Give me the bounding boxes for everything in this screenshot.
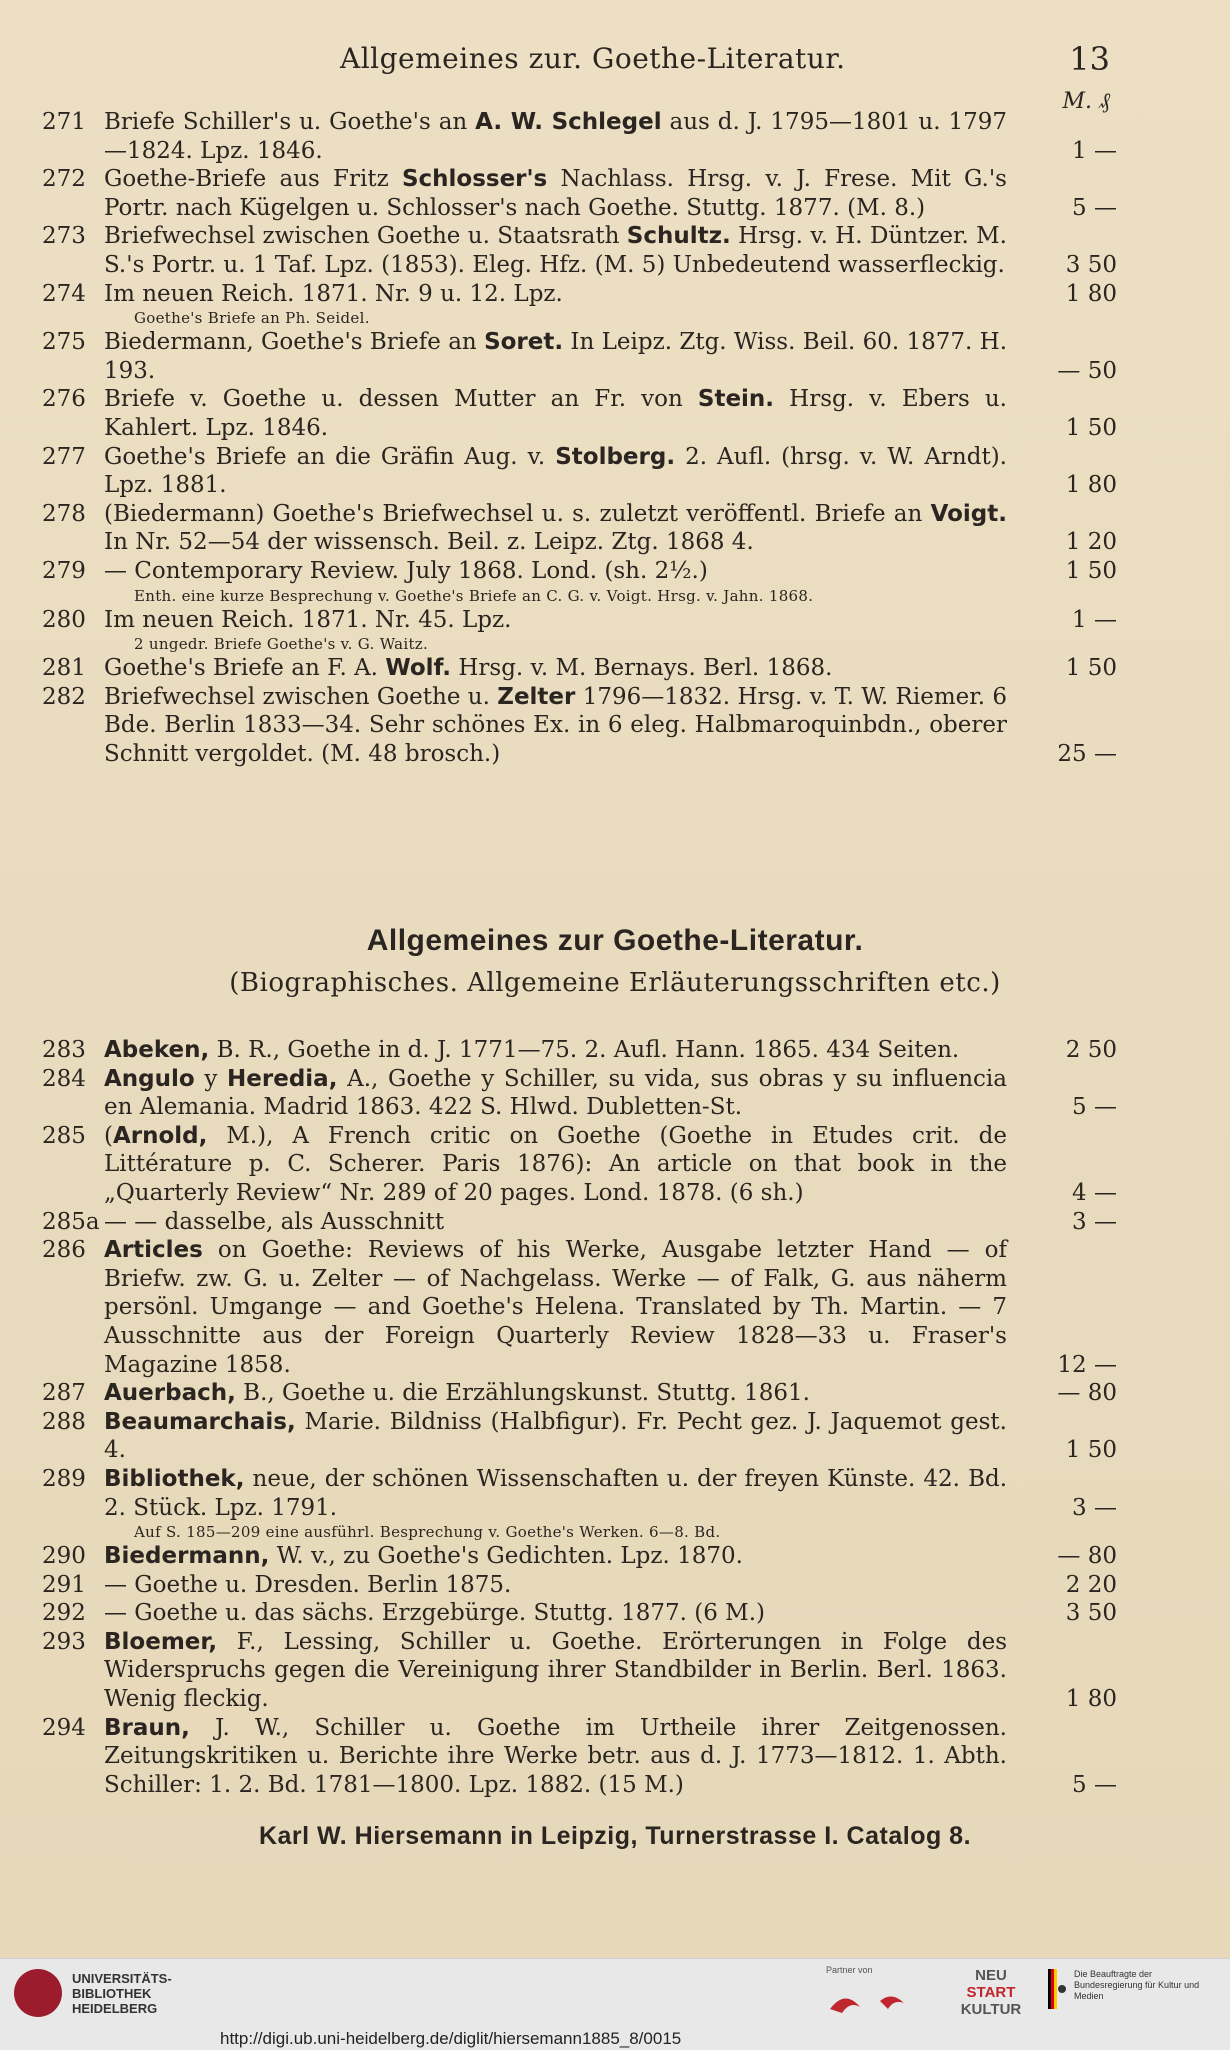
ddb-logo-icon[interactable] bbox=[820, 1979, 930, 2029]
entry-text: Briefe Schiller's u. Goethe's an A. W. Schlegel aus d. J. 1795—1801 u. 1797—1824. Lpz. 1846. bbox=[104, 109, 1007, 164]
catalog-entry bbox=[42, 443, 1117, 500]
catalog-entry bbox=[42, 683, 1117, 769]
entry-note: Auf S. 185—209 eine ausführl. Besprechung v. Goethe's Werken. 6—8. Bd. bbox=[134, 1523, 721, 1542]
permalink-url[interactable]: http://digi.ub.uni-heidelberg.de/diglit/hiersemann1885_8/0015 bbox=[220, 2029, 682, 2048]
neustart-kultur-logo[interactable] bbox=[960, 1967, 1022, 2018]
entry-number: 272 bbox=[42, 166, 86, 193]
entry-text: Briefwechsel zwischen Goethe u. Zelter 1796—1832. Hrsg. v. T. W. Riemer. 6 Bde. Berlin 1833—34. Sehr schönes Ex. in 6 eleg. Halbmaroquinbdn., oberer Schnitt vergoldet. (M. 48 brosch.) bbox=[104, 683, 1008, 767]
neustart-word-1: NEU bbox=[975, 1967, 1007, 1984]
catalog-entry bbox=[42, 1542, 1117, 1571]
currency-header: M. ₰ bbox=[1062, 89, 1110, 114]
entry-text: Goethe's Briefe an die Gräfin Aug. v. Stolberg. 2. Aufl. (hrsg. v. W. Arndt). Lpz. 1881. bbox=[104, 443, 1007, 499]
catalog-entry bbox=[42, 280, 1117, 329]
catalog-entry bbox=[42, 1379, 1117, 1408]
entry-number: 285a bbox=[42, 1208, 100, 1235]
entry-price: 1 50 bbox=[1065, 414, 1117, 441]
entry-number: 282 bbox=[42, 683, 86, 710]
publisher-line: Karl W. Hiersemann in Leipzig, Turnerstrasse I. Catalog 8. bbox=[258, 1822, 972, 1850]
entry-price: 1 50 bbox=[1065, 655, 1117, 682]
entry-number: 294 bbox=[42, 1714, 86, 1741]
entry-number: 287 bbox=[42, 1380, 86, 1407]
entry-number: 286 bbox=[42, 1237, 86, 1264]
page-number: 13 bbox=[1069, 40, 1110, 78]
entry-text: Im neuen Reich. 1871. Nr. 9 u. 12. Lpz. bbox=[104, 280, 563, 307]
entries-top-list bbox=[42, 108, 1117, 768]
catalog-entry bbox=[42, 1065, 1117, 1122]
catalog-entry bbox=[42, 385, 1117, 442]
running-head: Allgemeines zur. Goethe-Literatur. bbox=[340, 42, 846, 75]
entry-price: 1 — bbox=[1072, 137, 1117, 164]
entry-text: — Goethe u. das sächs. Erzgebürge. Stuttg. 1877. (6 M.) bbox=[104, 1600, 766, 1627]
entry-price: 5 — bbox=[1072, 1094, 1117, 1121]
entry-text: — Contemporary Review. July 1868. Lond. (sh. 2½.) bbox=[104, 557, 708, 584]
entry-note: 2 ungedr. Briefe Goethe's v. G. Waitz. bbox=[134, 635, 429, 654]
catalog-entry bbox=[42, 557, 1117, 606]
entry-price: 3 50 bbox=[1065, 1600, 1117, 1627]
catalog-entry bbox=[42, 222, 1117, 279]
entry-text: Abeken, B. R., Goethe in d. J. 1771—75. 2. Aufl. Hann. 1865. 434 Seiten. bbox=[104, 1037, 960, 1063]
catalog-entry bbox=[42, 1408, 1117, 1465]
entry-text: Im neuen Reich. 1871. Nr. 45. Lpz. bbox=[104, 606, 512, 633]
entry-number: 285 bbox=[42, 1122, 86, 1149]
catalog-entry bbox=[42, 500, 1117, 557]
entry-number: 276 bbox=[42, 386, 86, 413]
section-subtitle: (Biographisches. Allgemeine Erläuterungsschriften etc.) bbox=[229, 968, 1001, 998]
entry-text: Angulo y Heredia, A., Goethe y Schiller, su vida, sus obras y su influencia en Alemania. Madrid 1863. 422 S. Hlwd. Dubletten-St. bbox=[104, 1065, 1007, 1121]
catalog-entry bbox=[42, 654, 1117, 683]
neustart-word-3: KULTUR bbox=[960, 2001, 1022, 2018]
entry-number: 274 bbox=[42, 280, 86, 307]
neustart-word-2: START bbox=[966, 1984, 1016, 2001]
catalog-entry bbox=[42, 1208, 1117, 1237]
catalog-entry bbox=[42, 1465, 1117, 1542]
entry-number: 273 bbox=[42, 223, 86, 250]
entry-number: 271 bbox=[42, 109, 86, 135]
entry-number: 293 bbox=[42, 1628, 86, 1655]
entry-number: 291 bbox=[42, 1571, 86, 1598]
entry-number: 277 bbox=[42, 443, 86, 470]
catalog-entry bbox=[42, 1036, 1117, 1065]
entry-price: 1 50 bbox=[1065, 557, 1117, 584]
entry-text: Briefwechsel zwischen Goethe u. Staatsrath Schultz. Hrsg. v. H. Düntzer. M. S.'s Portr. u. 1 Taf. Lpz. (1853). Eleg. Hfz. (M. 5) Unbedeutend wasserfleckig. bbox=[104, 223, 1007, 278]
entry-text: (Arnold, M.), A French critic on Goethe (Goethe in Etudes crit. de Littérature p. C. Scherer. Paris 1876): An article on that book in the „Quarterly Review“ Nr. 289 of 20 pages. Lond. 1878. (6 sh.) bbox=[104, 1122, 1007, 1206]
catalog-entry bbox=[42, 1628, 1117, 1714]
entry-price: 1 50 bbox=[1065, 1437, 1117, 1464]
entry-number: 284 bbox=[42, 1065, 86, 1092]
entry-text: Bloemer, F., Lessing, Schiller u. Goethe. Erörterungen in Folge des Widerspruchs gegen die Vereinigung ihrer Standbilder in Berlin. Berl. 1863. Wenig fleckig. bbox=[104, 1628, 1007, 1713]
entry-price: 3 50 bbox=[1065, 251, 1117, 278]
partner-label: Partner von bbox=[826, 1965, 873, 1975]
entry-number: 283 bbox=[42, 1037, 86, 1063]
section-title: Allgemeines zur Goethe-Literatur. bbox=[366, 924, 864, 957]
entry-price: — 80 bbox=[1057, 1543, 1117, 1570]
entry-number: 292 bbox=[42, 1600, 86, 1627]
entry-price: 1 20 bbox=[1065, 529, 1117, 556]
entry-price: 1 — bbox=[1072, 606, 1117, 633]
entry-number: 289 bbox=[42, 1465, 86, 1492]
entry-text: (Biedermann) Goethe's Briefwechsel u. s. zuletzt veröffentl. Briefe an Voigt. In Nr. 52—54 der wissensch. Beil. z. Leipz. Ztg. 1868 4. bbox=[104, 500, 1007, 556]
entry-text: Goethe-Briefe aus Fritz Schlosser's Nachlass. Hrsg. v. J. Frese. Mit G.'s Portr. nach Kügelgen u. Schlosser's nach Goethe. Stuttg. 1877. (M. 8.) bbox=[104, 166, 1007, 221]
entry-price: 1 80 bbox=[1065, 1686, 1117, 1713]
entry-number: 280 bbox=[42, 606, 86, 633]
entry-text: Auerbach, B., Goethe u. die Erzählungskunst. Stuttg. 1861. bbox=[104, 1380, 810, 1407]
entry-note: Enth. eine kurze Besprechung v. Goethe's Briefe an C. G. v. Voigt. Hrsg. v. Jahn. 1868. bbox=[134, 586, 814, 605]
entry-price: 2 50 bbox=[1065, 1037, 1117, 1063]
ub-heidelberg-logo-icon bbox=[14, 1969, 62, 2017]
entry-price: 12 — bbox=[1057, 1351, 1117, 1378]
entry-price: — 80 bbox=[1057, 1380, 1117, 1407]
entry-number: 279 bbox=[42, 557, 86, 584]
entry-price: 1 80 bbox=[1065, 472, 1117, 499]
library-logo[interactable] bbox=[14, 1969, 172, 2017]
library-name: UNIVERSITÄTS- BIBLIOTHEK HEIDELBERG bbox=[72, 1970, 172, 2016]
bottom-bar bbox=[0, 1958, 1230, 2050]
entry-text: Bibliothek, neue, der schönen Wissenschaften u. der freyen Künste. 42. Bd. 2. Stück. Lpz. 1791. bbox=[104, 1465, 1007, 1521]
entry-text: Biedermann, W. v., zu Goethe's Gedichten. Lpz. 1870. bbox=[104, 1543, 743, 1570]
entry-text: — — dasselbe, als Ausschnitt bbox=[104, 1208, 445, 1235]
entry-price: 3 — bbox=[1072, 1494, 1117, 1521]
entry-price: 1 80 bbox=[1065, 280, 1117, 307]
bkm-logo[interactable] bbox=[1048, 1969, 1204, 2009]
catalog-entry bbox=[42, 328, 1117, 385]
entries-bottom-list bbox=[42, 1036, 1117, 1799]
entry-number: 290 bbox=[42, 1543, 86, 1570]
catalog-entry bbox=[42, 1599, 1117, 1628]
entry-text: Beaumarchais, Marie. Bildniss (Halbfigur). Fr. Pecht gez. J. Jaquemot gest. 4. bbox=[104, 1408, 1007, 1464]
entry-price: 5 — bbox=[1072, 194, 1117, 221]
catalog-entry bbox=[42, 606, 1117, 655]
entry-text: — Goethe u. Dresden. Berlin 1875. bbox=[104, 1571, 512, 1598]
entry-text: Briefe v. Goethe u. dessen Mutter an Fr. von Stein. Hrsg. v. Ebers u. Kahlert. Lpz. 1846. bbox=[104, 386, 1007, 441]
entry-text: Braun, J. W., Schiller u. Goethe im Urtheile ihrer Zeitgenossen. Zeitungskritiken u. Berichte ihre Werke betr. aus d. J. 1773—1812. 1. Abth. Schiller: 1. 2. Bd. 1781—1800. Lpz. 1882. (15 M.) bbox=[104, 1714, 1007, 1798]
bkm-text: Die Beauftragte der Bundesregierung für Kultur und Medien bbox=[1074, 1969, 1200, 2001]
catalog-entry bbox=[42, 1122, 1117, 1208]
entry-text: Articles on Goethe: Reviews of his Werke, Ausgabe letzter Hand — of Briefw. zw. G. u. Zelter — of Nachgelass. Werke — of Falk, G. aus näherm persönl. Umgange — and Goethe's Helena. Translated by Th. Martin. — 7 Ausschnitte aus der Foreign Quarterly Review 1828—33 u. Fraser's Magazine 1858. bbox=[104, 1237, 1007, 1378]
entry-price: 25 — bbox=[1057, 740, 1117, 767]
catalog-entry bbox=[42, 165, 1117, 222]
entry-number: 281 bbox=[42, 655, 86, 682]
federal-eagle-icon bbox=[1048, 1969, 1066, 2009]
entry-price: 2 20 bbox=[1065, 1571, 1117, 1598]
entry-number: 275 bbox=[42, 329, 86, 356]
entry-text: Biedermann, Goethe's Briefe an Soret. In Leipz. Ztg. Wiss. Beil. 60. 1877. H. 193. bbox=[104, 329, 1008, 384]
entry-price: 5 — bbox=[1072, 1771, 1117, 1798]
entry-price: 4 — bbox=[1072, 1179, 1117, 1206]
catalog-entry bbox=[42, 1236, 1117, 1379]
entry-number: 278 bbox=[42, 500, 86, 527]
catalog-entry bbox=[42, 108, 1117, 165]
entry-text: Goethe's Briefe an F. A. Wolf. Hrsg. v. M. Bernays. Berl. 1868. bbox=[104, 655, 833, 682]
entry-price: 3 — bbox=[1072, 1208, 1117, 1235]
entry-price: — 50 bbox=[1057, 357, 1117, 384]
entry-number: 288 bbox=[42, 1408, 86, 1435]
catalog-entry bbox=[42, 1714, 1117, 1800]
catalog-entry bbox=[42, 1571, 1117, 1600]
entry-note: Goethe's Briefe an Ph. Seidel. bbox=[134, 309, 370, 328]
